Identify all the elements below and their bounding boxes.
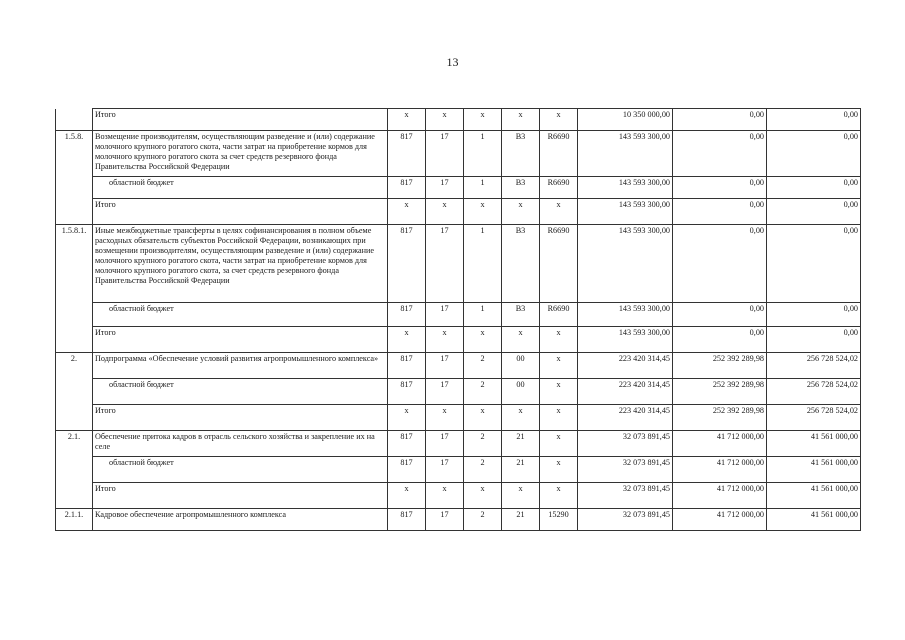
code-cell: 817 (388, 225, 426, 303)
row-number: 1.5.8.1. (56, 225, 93, 303)
amount-cell: 223 420 314,45 (578, 353, 673, 379)
amount-cell: 41 712 000,00 (673, 457, 767, 483)
code-cell: x (464, 327, 502, 353)
code-cell: x (464, 405, 502, 431)
row-number (56, 405, 93, 431)
table-row (56, 177, 861, 199)
table-row (56, 431, 861, 457)
code-cell: x (502, 483, 540, 509)
amount-cell: 252 392 289,98 (673, 379, 767, 405)
amount-cell: 32 073 891,45 (578, 483, 673, 509)
code-cell: 817 (388, 353, 426, 379)
code-cell: 817 (388, 303, 426, 327)
code-cell: x (388, 109, 426, 131)
row-number (56, 109, 93, 131)
code-cell: 1 (464, 225, 502, 303)
row-name: областной бюджет (93, 379, 388, 405)
row-name: Обеспечение притока кадров в отрасль сельского хозяйства и закрепление их на селе (93, 431, 388, 457)
amount-cell: 41 561 000,00 (767, 509, 861, 531)
amount-cell: 0,00 (673, 131, 767, 177)
code-cell: 00 (502, 379, 540, 405)
amount-cell: 0,00 (767, 109, 861, 131)
code-cell: x (464, 199, 502, 225)
amount-cell: 143 593 300,00 (578, 327, 673, 353)
code-cell: 17 (426, 379, 464, 405)
code-cell: 2 (464, 431, 502, 457)
code-cell: 1 (464, 177, 502, 199)
code-cell: x (388, 199, 426, 225)
amount-cell: 143 593 300,00 (578, 303, 673, 327)
amount-cell: 256 728 524,02 (767, 405, 861, 431)
code-cell: x (426, 405, 464, 431)
code-cell: x (426, 109, 464, 131)
code-cell: x (426, 327, 464, 353)
code-cell: x (388, 405, 426, 431)
code-cell: x (540, 379, 578, 405)
row-number (56, 327, 93, 353)
code-cell: 21 (502, 457, 540, 483)
code-cell: 817 (388, 131, 426, 177)
amount-cell: 256 728 524,02 (767, 353, 861, 379)
table-row (56, 109, 861, 131)
code-cell: B3 (502, 131, 540, 177)
code-cell: x (426, 483, 464, 509)
amount-cell: 0,00 (673, 303, 767, 327)
row-name: Возмещение производителям, осуществляющим разведение и (или) содержание молочного крупного рогатого скота, части затрат на приобретение кормов для молочного крупного рогатого скота за счет средств резервного фонда Правительства Российской Федерации (93, 131, 388, 177)
code-cell: 17 (426, 457, 464, 483)
amount-cell: 143 593 300,00 (578, 225, 673, 303)
code-cell: 817 (388, 379, 426, 405)
row-name: Подпрограмма «Обеспечение условий развития агропромышленного комплекса» (93, 353, 388, 379)
amount-cell: 10 350 000,00 (578, 109, 673, 131)
row-number: 2.1.1. (56, 509, 93, 531)
code-cell: x (540, 109, 578, 131)
code-cell: 17 (426, 177, 464, 199)
table-row (56, 405, 861, 431)
amount-cell: 256 728 524,02 (767, 379, 861, 405)
code-cell: 17 (426, 303, 464, 327)
code-cell: 21 (502, 431, 540, 457)
amount-cell: 41 561 000,00 (767, 483, 861, 509)
code-cell: 17 (426, 353, 464, 379)
amount-cell: 0,00 (673, 109, 767, 131)
code-cell: R6690 (540, 131, 578, 177)
table-row (56, 483, 861, 509)
code-cell: 00 (502, 353, 540, 379)
code-cell: B3 (502, 177, 540, 199)
code-cell: 1 (464, 131, 502, 177)
code-cell: 2 (464, 509, 502, 531)
code-cell: 817 (388, 457, 426, 483)
page-number: 13 (446, 55, 459, 69)
amount-cell: 32 073 891,45 (578, 457, 673, 483)
table-body (56, 109, 861, 531)
amount-cell: 0,00 (673, 177, 767, 199)
row-number: 1.5.8. (56, 131, 93, 177)
row-name: Итого (93, 483, 388, 509)
table-row (56, 379, 861, 405)
table-row (56, 199, 861, 225)
code-cell: x (388, 327, 426, 353)
table-row (56, 225, 861, 303)
row-name: Иные межбюджетные трансферты в целях софинансирования в полном объеме расходных обязательств субъектов Российской Федерации, возникающих при возмещении производителям, осуществляющим разведение и (или) содержание молочного крупного рогатого скота, части затрат на приобретение кормов для молочного крупного рогатого скота, за счет средств резервного фонда Правительства Российской Федерации (93, 225, 388, 303)
amount-cell: 0,00 (767, 327, 861, 353)
row-number (56, 303, 93, 327)
code-cell: x (540, 483, 578, 509)
amount-cell: 143 593 300,00 (578, 177, 673, 199)
code-cell: 15290 (540, 509, 578, 531)
table-row (56, 353, 861, 379)
row-name: областной бюджет (93, 303, 388, 327)
code-cell: 21 (502, 509, 540, 531)
row-number: 2. (56, 353, 93, 379)
code-cell: x (464, 483, 502, 509)
code-cell: x (540, 405, 578, 431)
row-name: Итого (93, 327, 388, 353)
row-number (56, 379, 93, 405)
amount-cell: 0,00 (767, 177, 861, 199)
row-name: Итого (93, 405, 388, 431)
code-cell: 817 (388, 177, 426, 199)
code-cell: x (502, 199, 540, 225)
code-cell: R6690 (540, 303, 578, 327)
code-cell: 1 (464, 303, 502, 327)
row-number (56, 177, 93, 199)
code-cell: x (540, 353, 578, 379)
row-number (56, 483, 93, 509)
code-cell: 2 (464, 457, 502, 483)
code-cell: x (540, 457, 578, 483)
amount-cell: 0,00 (767, 303, 861, 327)
code-cell: 2 (464, 379, 502, 405)
code-cell: 17 (426, 509, 464, 531)
code-cell: x (540, 327, 578, 353)
amount-cell: 223 420 314,45 (578, 379, 673, 405)
table-row (56, 327, 861, 353)
amount-cell: 0,00 (767, 225, 861, 303)
code-cell: x (540, 199, 578, 225)
code-cell: B3 (502, 225, 540, 303)
code-cell: R6690 (540, 225, 578, 303)
code-cell: x (502, 405, 540, 431)
amount-cell: 41 712 000,00 (673, 483, 767, 509)
amount-cell: 0,00 (673, 199, 767, 225)
code-cell: 17 (426, 225, 464, 303)
row-name: Кадровое обеспечение агропромышленного комплекса (93, 509, 388, 531)
code-cell: 817 (388, 431, 426, 457)
amount-cell: 252 392 289,98 (673, 353, 767, 379)
amount-cell: 32 073 891,45 (578, 509, 673, 531)
table-row (56, 457, 861, 483)
table-row (56, 131, 861, 177)
code-cell: x (540, 431, 578, 457)
budget-table (55, 108, 861, 531)
code-cell: x (502, 327, 540, 353)
code-cell: 2 (464, 353, 502, 379)
code-cell: x (464, 109, 502, 131)
amount-cell: 252 392 289,98 (673, 405, 767, 431)
code-cell: R6690 (540, 177, 578, 199)
amount-cell: 143 593 300,00 (578, 131, 673, 177)
row-name: областной бюджет (93, 457, 388, 483)
amount-cell: 41 561 000,00 (767, 431, 861, 457)
amount-cell: 0,00 (767, 199, 861, 225)
amount-cell: 0,00 (767, 131, 861, 177)
amount-cell: 0,00 (673, 327, 767, 353)
row-number: 2.1. (56, 431, 93, 457)
row-number (56, 199, 93, 225)
amount-cell: 41 561 000,00 (767, 457, 861, 483)
row-name: Итого (93, 199, 388, 225)
table-row (56, 509, 861, 531)
row-number (56, 457, 93, 483)
amount-cell: 223 420 314,45 (578, 405, 673, 431)
code-cell: 17 (426, 131, 464, 177)
amount-cell: 0,00 (673, 225, 767, 303)
code-cell: 17 (426, 431, 464, 457)
table-row (56, 303, 861, 327)
amount-cell: 143 593 300,00 (578, 199, 673, 225)
code-cell: 817 (388, 509, 426, 531)
code-cell: x (502, 109, 540, 131)
code-cell: x (388, 483, 426, 509)
row-name: областной бюджет (93, 177, 388, 199)
code-cell: x (426, 199, 464, 225)
amount-cell: 32 073 891,45 (578, 431, 673, 457)
amount-cell: 41 712 000,00 (673, 431, 767, 457)
row-name: Итого (93, 109, 388, 131)
code-cell: B3 (502, 303, 540, 327)
amount-cell: 41 712 000,00 (673, 509, 767, 531)
